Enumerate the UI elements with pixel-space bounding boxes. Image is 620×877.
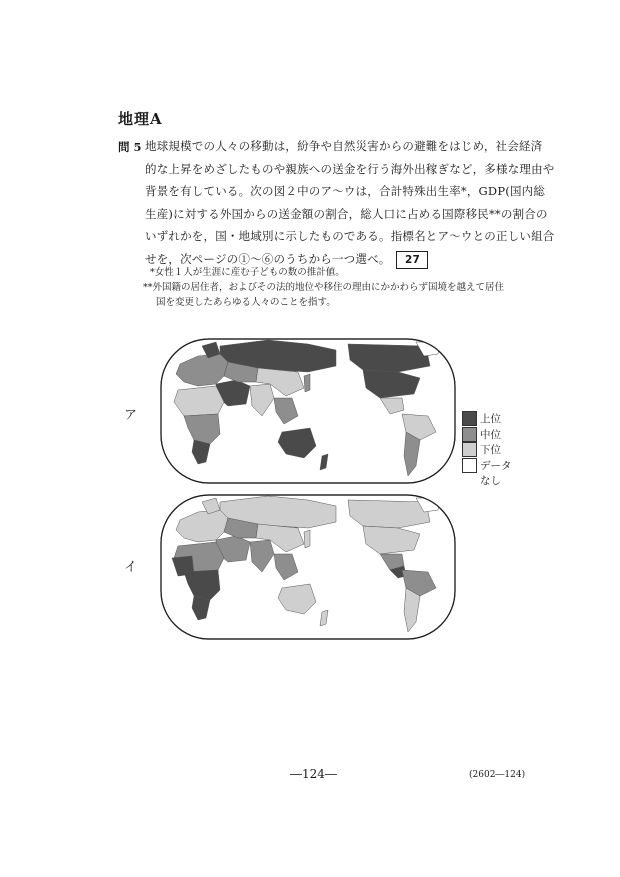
question-line: 的な上昇をめざしたものや親族への送金を行う海外出稼ぎなど，多様な理由や [145, 161, 555, 176]
legend-label-line: データ [480, 459, 512, 472]
legend-swatch [462, 427, 477, 442]
map-legend [462, 411, 512, 488]
legend-label: 中位 [480, 428, 501, 441]
legend-swatch [462, 458, 477, 473]
map-label-i: イ [124, 560, 138, 575]
region-north-africa [174, 386, 224, 416]
legend-item-middle [462, 427, 512, 443]
legend-item-nodata [462, 458, 512, 488]
region-japan [304, 374, 310, 392]
world-map-i [158, 492, 458, 642]
legend-swatch [462, 442, 477, 457]
region-japan [304, 530, 310, 548]
question-number: 問 5 [118, 140, 142, 154]
world-map-a [158, 336, 458, 486]
legend-item-lower [462, 442, 512, 458]
region-canada [348, 344, 430, 372]
legend-item-upper [462, 411, 512, 427]
legend-swatch [462, 411, 477, 426]
question-line: 背景を有している。次の図２中のア～ウは，合計特殊出生率*，GDP(国内総 [145, 184, 546, 198]
footnote-fertility: *女性１人が生涯に産む子どもの数の推計値。 [150, 267, 345, 278]
footnote-line: 国を変更したあらゆる人々のことを指す。 [156, 297, 336, 308]
page-number: ―124― [290, 767, 337, 781]
question-text [145, 135, 555, 270]
region-canada [348, 500, 430, 528]
legend-label-line: なし [480, 474, 501, 487]
exam-code: (2602―124) [469, 770, 526, 780]
question-line: 地球規模での人々の移動は，紛争や自然災害からの避難をはじめ，社会経済 [145, 139, 543, 153]
question-line: せを，次ページの①～⑥のうちから一つ選べ。 [145, 251, 391, 266]
footnote-line: **外国籍の居住者，およびその法的地位や移住の理由にかかわらず国境を越えて居住 [143, 282, 505, 293]
footnote-migrant [143, 280, 538, 310]
legend-label: 上位 [480, 413, 501, 425]
legend-label: 下位 [480, 444, 501, 456]
map-label-a: ア [124, 408, 138, 423]
answer-box[interactable]: 27 [396, 251, 428, 269]
question-line: いずれかを，国・地域別に示したものである。指標名とア～ウとの正しい組合 [145, 229, 555, 243]
section-title: 地理A [118, 110, 163, 128]
legend-label [480, 458, 512, 488]
question-line: 生産)に対する外国からの送金額の割合，総人口に占める国際移民**の割合の [145, 206, 548, 221]
